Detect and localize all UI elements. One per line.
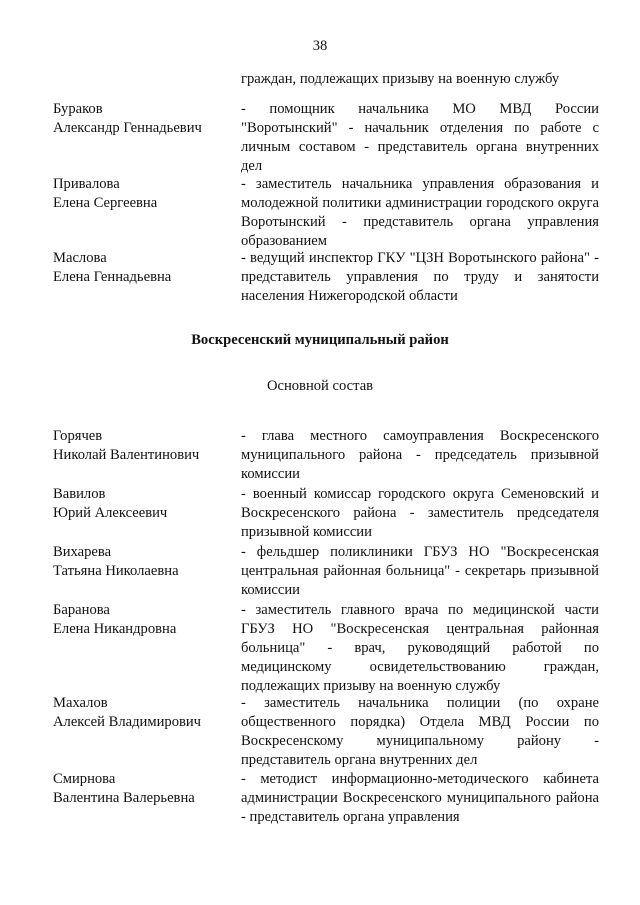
member-role: - заместитель главного врача по медицинской части ГБУЗ НО "Воскресенская центральная районная больница" - врач, руководящий работой по медицинскому освидетельствованию граждан, подлежащих призыву на военную службу: [241, 602, 599, 694]
member-role: - глава местного самоуправления Воскресенского муниципального района - председатель призывной комиссии: [241, 428, 599, 482]
member-name: [53, 601, 233, 639]
member-role: - ведущий инспектор ГКУ "ЦЗН Воротынского района" - представитель управления по труду и занятости населения Нижегородской области: [241, 250, 599, 304]
member-given-names: Николай Валентинович: [53, 447, 200, 463]
member-name: [53, 694, 233, 732]
subsection-title: Основной состав: [266, 378, 374, 394]
member-surname: Горячев: [53, 428, 103, 444]
member-role: - заместитель начальника управления образования и молодежной политики администрации городского округа Воротынский - представитель органа управления образованием: [241, 176, 599, 249]
member-surname: Смирнова: [53, 771, 116, 787]
member-given-names: Елена Геннадьевна: [53, 269, 172, 285]
member-surname: Бураков: [53, 101, 103, 117]
section-title: Воскресенский муниципальный район: [191, 332, 449, 348]
member-name: [53, 485, 233, 523]
member-role: - военный комиссар городского округа Семеновский и Воскресенского района - заместитель председателя призывной комиссии: [241, 486, 599, 540]
member-role: - фельдшер поликлиники ГБУЗ НО "Воскресенская центральная районная больница" - секретарь призывной комиссии: [241, 544, 599, 598]
member-surname: Маслова: [53, 250, 107, 266]
member-role: - методист информационно-методического кабинета администрации Воскресенского муниципального района - представитель органа управления: [241, 771, 599, 825]
member-surname: Привалова: [53, 176, 120, 192]
member-role: - помощник начальника МО МВД России "Воротынский" - начальник отделения по работе с личным составом - представитель органа внутренних дел: [241, 101, 599, 174]
member-name: [53, 175, 233, 213]
member-given-names: Елена Сергеевна: [53, 195, 158, 211]
member-given-names: Татьяна Николаевна: [53, 563, 179, 579]
member-given-names: Валентина Валерьевна: [53, 790, 195, 806]
member-name: [53, 249, 233, 287]
member-given-names: Алексей Владимирович: [53, 714, 202, 730]
member-given-names: Елена Никандровна: [53, 621, 177, 637]
member-name: [53, 770, 233, 808]
member-name: [53, 543, 233, 581]
page-number: 38: [312, 38, 328, 54]
member-given-names: Александр Геннадьевич: [53, 120, 202, 136]
member-name: [53, 427, 233, 465]
member-name: [53, 100, 233, 138]
member-surname: Вихарева: [53, 544, 112, 560]
member-surname: Баранова: [53, 602, 110, 618]
member-surname: Вавилов: [53, 486, 106, 502]
member-given-names: Юрий Алексеевич: [53, 505, 168, 521]
continuation-text: граждан, подлежащих призыву на военную службу: [241, 71, 560, 87]
member-role: - заместитель начальника полиции (по охране общественного порядка) Отдела МВД России по Воскресенскому муниципальному району - представитель органа внутренних дел: [241, 695, 599, 768]
member-surname: Махалов: [53, 695, 108, 711]
